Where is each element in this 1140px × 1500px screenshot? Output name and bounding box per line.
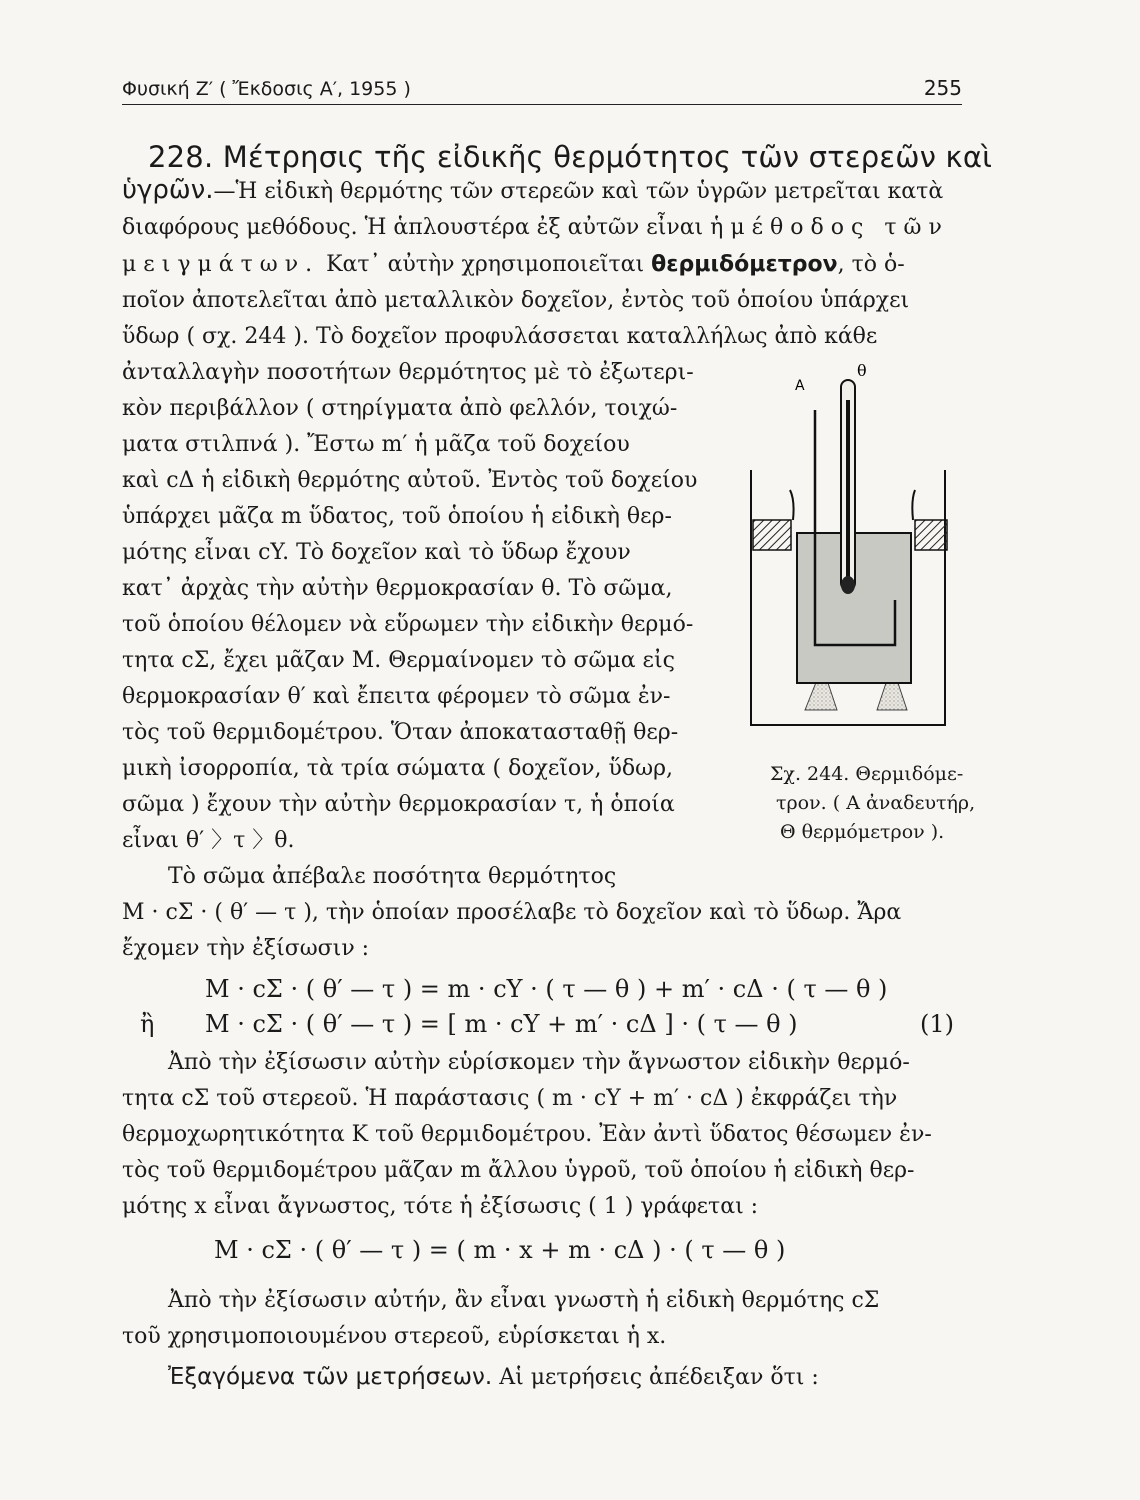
- text-span: Κατ᾽ αὐτὴν χρησιμοποιεῖται: [326, 252, 645, 277]
- text-line: καὶ cΔ ἡ εἰδικὴ θερμότης αὐτοῦ. Ἐντὸς τοῦ δοχείου: [122, 468, 698, 493]
- text-line: ματα στιλπνά ). Ἔστω m′ ἡ μᾶζα τοῦ δοχείου: [122, 432, 630, 457]
- text-line: τητα cΣ, ἔχει μᾶζαν Μ. Θερμαίνομεν τὸ σῶμα εἰς: [122, 648, 675, 673]
- text-span: Αἱ μετρήσεις ἀπέδειξαν ὅτι :: [499, 1365, 819, 1390]
- section-title: 228. Μέτρησις τῆς εἰδικῆς θερμότητος τῶν στερεῶν καὶ: [148, 140, 993, 174]
- label-a: Α: [795, 378, 805, 394]
- spaced-term: μειγμάτων.: [122, 252, 320, 277]
- running-header: [122, 74, 962, 105]
- text-line: τοῦ χρησιμοποιουμένου στερεοῦ, εὑρίσκεται ἡ x.: [122, 1324, 667, 1349]
- text-line: Μ · cΣ · ( θ′ — τ ), τὴν ὁποίαν προσέλαβε τὸ δοχεῖον καὶ τὸ ὕδωρ. Ἄρα: [122, 900, 902, 925]
- equation-1: Μ · cΣ · ( θ′ — τ ) = m · cY · ( τ — θ ) + m′ · cΔ · ( τ — θ ): [205, 975, 888, 1003]
- page-number: 255: [923, 76, 962, 100]
- spaced-term: μέθοδος τῶν: [730, 215, 949, 240]
- text-line: ὕδωρ ( σχ. 244 ). Τὸ δοχεῖον προφυλάσσεται καταλλήλως ἀπὸ κάθε: [122, 324, 878, 349]
- figure-caption: [770, 760, 990, 847]
- text-line: τὸς τοῦ θερμιδομέτρου. Ὅταν ἀποκατασταθῇ θερ-: [122, 720, 679, 745]
- bold-term: θερμιδόμετρον: [651, 252, 838, 277]
- text-line: Τὸ σῶμα ἀπέβαλε ποσότητα θερμότητος: [168, 864, 617, 889]
- text-line: [122, 175, 943, 207]
- caption-line: Θ θερμόμετρον ).: [780, 821, 945, 843]
- equation-prefix: ἢ: [140, 1010, 155, 1038]
- text-line: θερμοχωρητικότητα K τοῦ θερμιδομέτρου. Ἐὰν ἀντὶ ὕδατος θέσωμεν ἐν-: [122, 1122, 932, 1147]
- text-span: διαφόρους μεθόδους. Ἡ ἁπλουστέρα ἐξ αὐτῶν εἶναι ἡ: [122, 215, 724, 240]
- text-line: κατ᾽ ἀρχὰς τὴν αὐτὴν θερμοκρασίαν θ. Τὸ σῶμα,: [122, 576, 673, 601]
- text-line: Ἀπὸ τὴν ἐξίσωσιν αὐτήν, ἂν εἶναι γνωστὴ ἡ εἰδικὴ θερμότης cΣ: [168, 1288, 880, 1313]
- text-line: θερμοκρασίαν θ′ καὶ ἔπειτα φέρομεν τὸ σῶμα ἐν-: [122, 684, 671, 709]
- text-line: ποῖον ἀποτελεῖται ἀπὸ μεταλλικὸν δοχεῖον, ἐντὸς τοῦ ὁποίου ὑπάρχει: [122, 288, 910, 313]
- equation-3: Μ · cΣ · ( θ′ — τ ) = ( m · x + m · cΔ ) · ( τ — θ ): [214, 1236, 786, 1264]
- thermometer-column: [846, 400, 850, 580]
- cork-support: [877, 680, 907, 710]
- thermometer-bulb: [841, 576, 855, 594]
- calorimeter-figure: [745, 360, 965, 740]
- text-line: ἀνταλλαγὴν ποσοτήτων θερμότητος μὲ τὸ ἐξωτερι-: [122, 360, 694, 385]
- text-line: Ἀπὸ τὴν ἐξίσωσιν αὐτὴν εὑρίσκομεν τὴν ἄγνωστον εἰδικὴν θερμό-: [168, 1050, 910, 1075]
- text-line: [122, 213, 949, 243]
- text-line: ἔχομεν τὴν ἐξίσωσιν :: [122, 936, 370, 961]
- text-line: μικὴ ἰσορροπία, τὰ τρία σώματα ( δοχεῖον, ὕδωρ,: [122, 756, 674, 781]
- text-line: κὸν περιβάλλον ( στηρίγματα ἀπὸ φελλόν, τοιχώ-: [122, 396, 678, 421]
- equation-2: Μ · cΣ · ( θ′ — τ ) = [ m · cY + m′ · cΔ ] · ( τ — θ ): [205, 1010, 798, 1038]
- label-theta: θ: [857, 361, 867, 380]
- text-line: [122, 250, 905, 280]
- text-span: , τὸ ὁ-: [837, 252, 905, 277]
- section-title-end: ὑγρῶν.: [122, 175, 214, 205]
- text-line: μότης x εἶναι ἄγνωστος, τότε ἡ ἐξίσωσις ( 1 ) γράφεται :: [122, 1194, 759, 1219]
- running-title: Φυσική Ζ′ ( Ἔκδοσις Α′, 1955 ): [122, 78, 411, 100]
- cork-support: [805, 680, 837, 710]
- text-line: τητα cΣ τοῦ στερεοῦ. Ἡ παράστασις ( m · cY + m′ · cΔ ) ἐκφράζει τὴν: [122, 1086, 898, 1111]
- run-in-heading: Ἐξαγόμενα τῶν μετρήσεων.: [168, 1364, 493, 1390]
- text-line: ὑπάρχει μᾶζα m ὕδατος, τοῦ ὁποίου ἡ εἰδικὴ θερ-: [122, 504, 672, 529]
- text-line: μότης εἶναι cY. Τὸ δοχεῖον καὶ τὸ ὕδωρ ἔχουν: [122, 540, 631, 565]
- text-line: τὸς τοῦ θερμιδομέτρου μᾶζαν m ἄλλου ὑγροῦ, τοῦ ὁποίου ἡ εἰδικὴ θερ-: [122, 1158, 915, 1183]
- lid-right: [915, 520, 947, 550]
- lid-left: [753, 520, 791, 550]
- equation-number: (1): [920, 1010, 954, 1038]
- caption-line: Σχ. 244. Θερμιδόμε-: [770, 763, 964, 785]
- text-line: τοῦ ὁποίου θέλομεν νὰ εὕρωμεν τὴν εἰδικὴν θερμό-: [122, 612, 694, 637]
- text-line: [168, 1362, 819, 1393]
- text-line: σῶμα ) ἔχουν τὴν αὐτὴν θερμοκρασίαν τ, ἡ ὁποία: [122, 792, 675, 817]
- caption-line: τρον. ( Α ἀναδευτήρ,: [776, 792, 976, 814]
- text-span: —Ἡ εἰδικὴ θερμότης τῶν στερεῶν καὶ τῶν ὑγρῶν μετρεῖται κατὰ: [213, 179, 944, 204]
- text-line: εἶναι θ′ 〉τ 〉θ.: [122, 828, 295, 853]
